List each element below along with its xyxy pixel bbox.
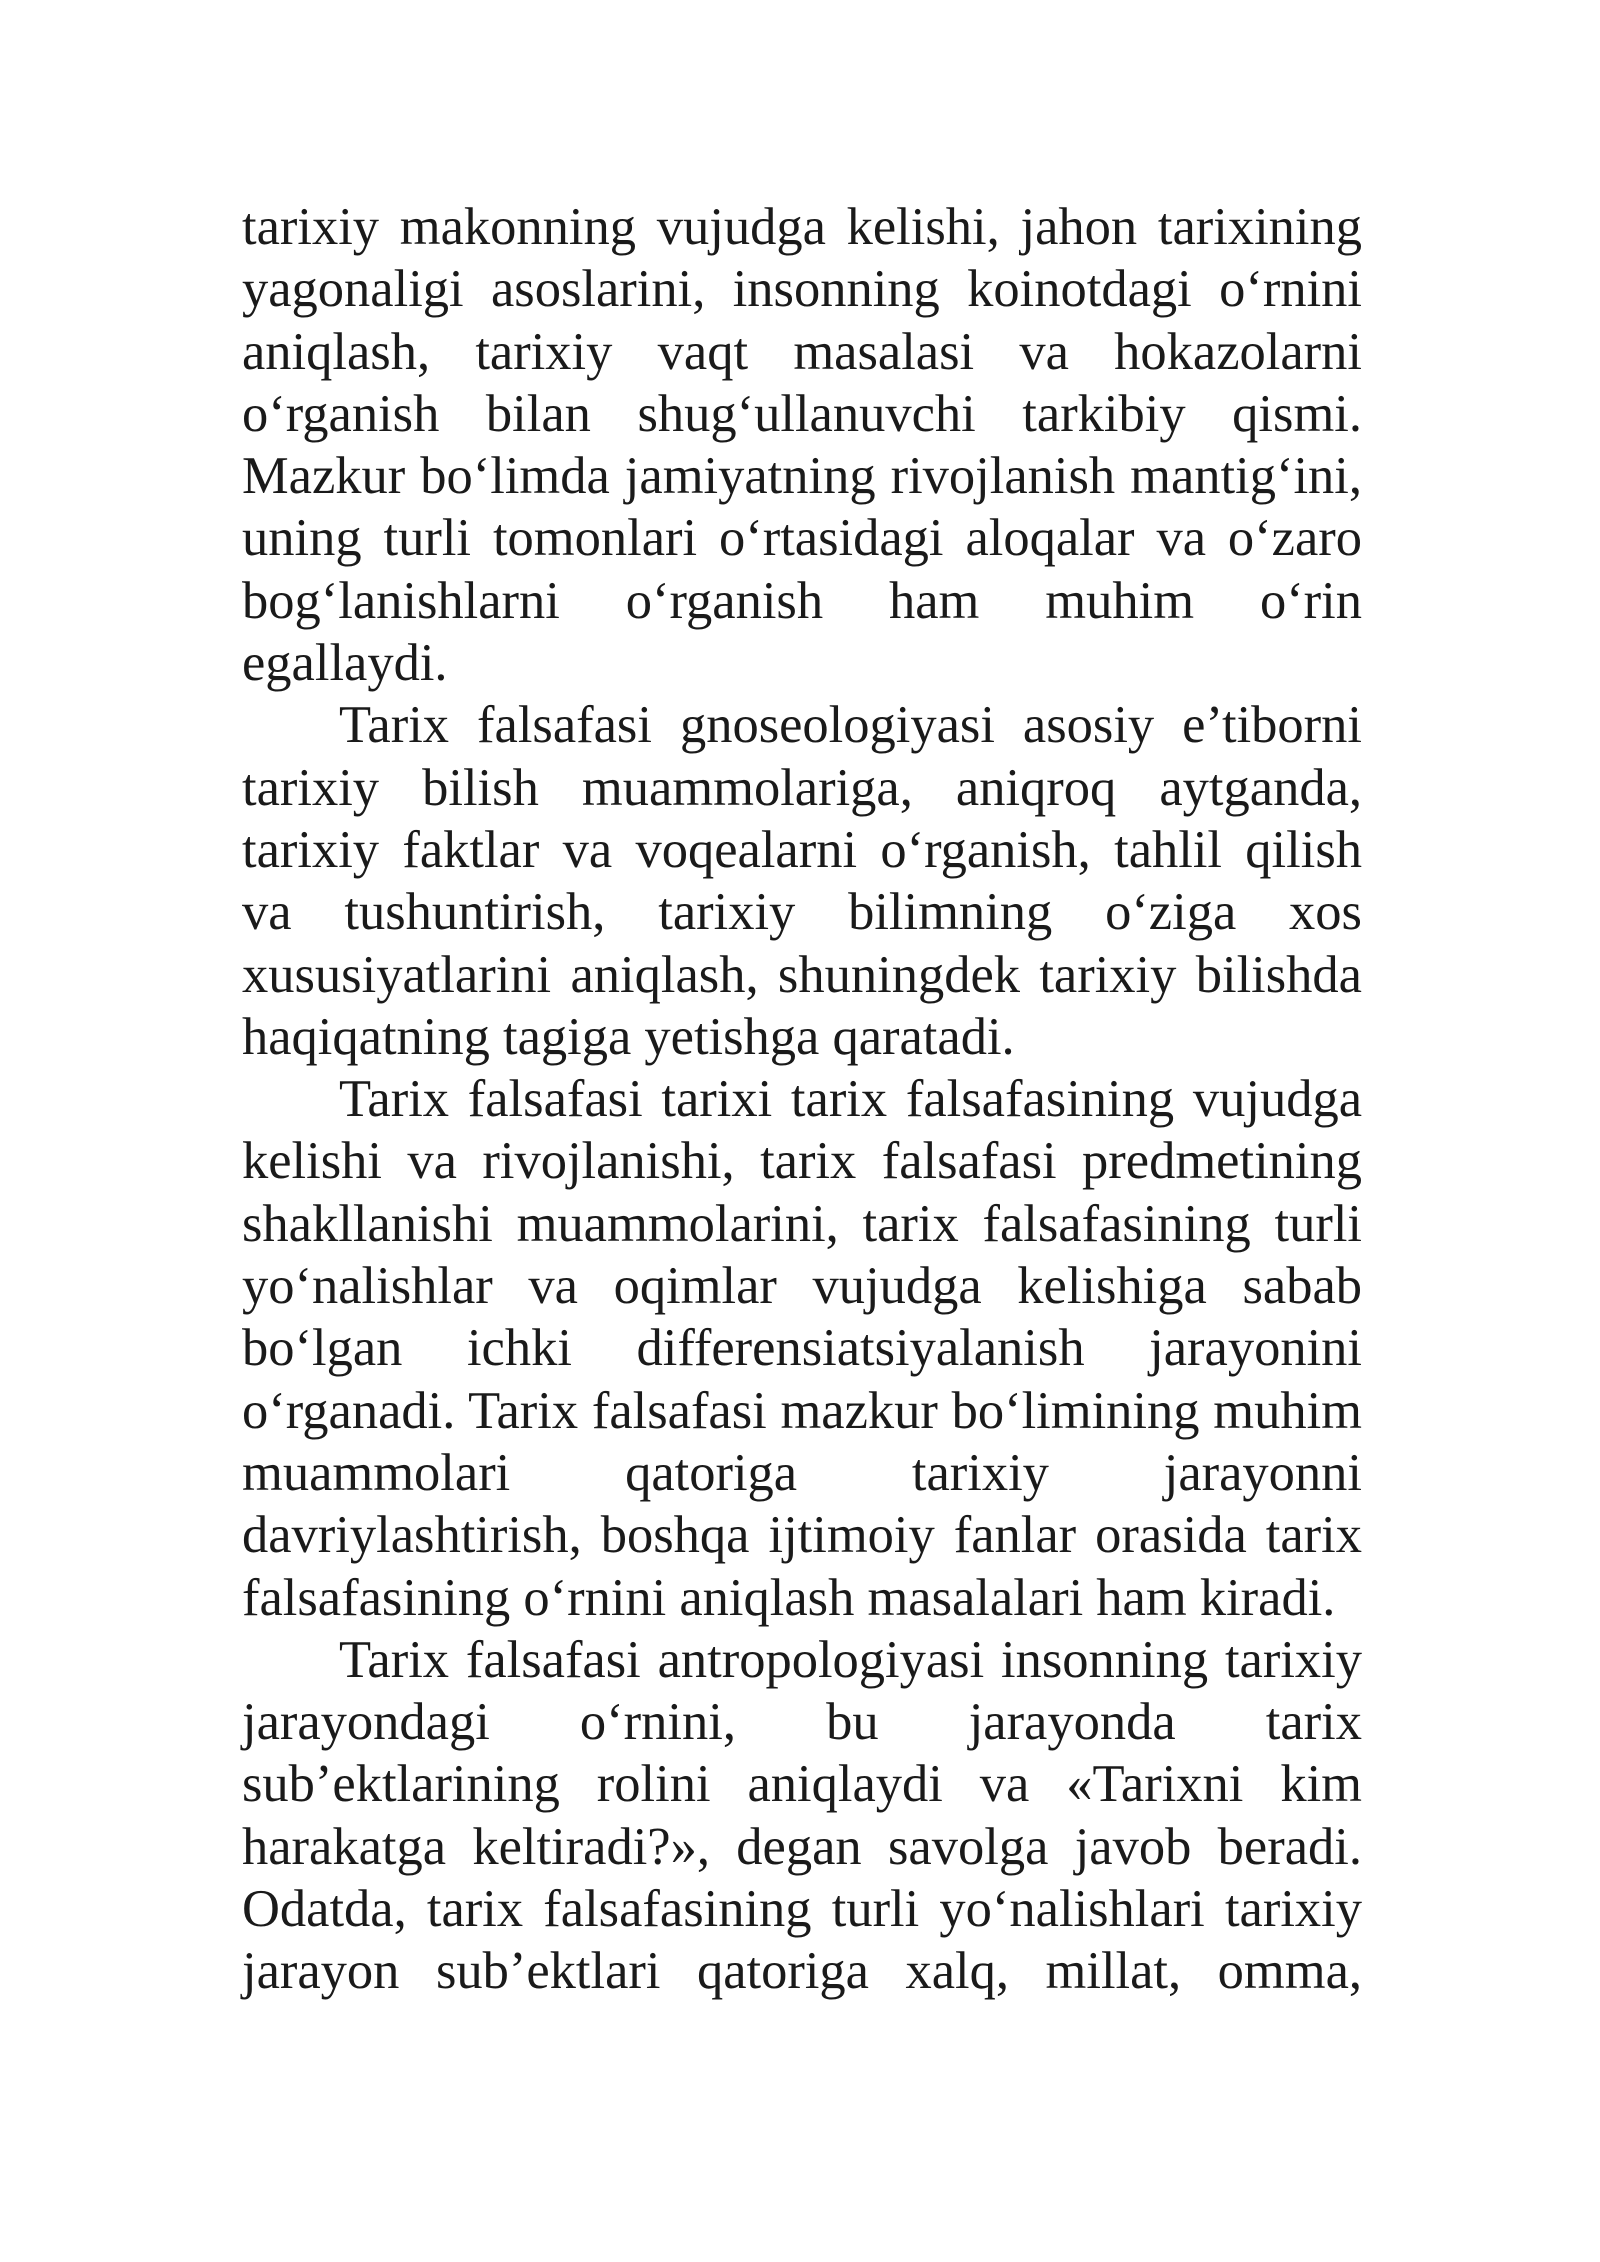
paragraph-4: Tarix falsafasi antropologiyasi insonning tarixiy jarayondagi o‘rnini, bu jarayonda tarix sub’ektlarining rolini aniqlaydi va «Tarixni kim harakatga keltiradi?», degan savolga javob beradi. Odatda, tarix falsafasining turli yo‘nalishlari tarixiy jarayon sub’ektlari qatoriga xalq, millat, omma, [242, 1630, 1362, 2001]
paragraph-3: Tarix falsafasi tarixi tarix falsafasining vujudga kelishi va rivojlanishi, tarix falsafasi predmetining shakllanishi muammolarini, tarix falsafasining turli yo‘nalishlar va oqimlar vujudga kelishiga sabab bo‘lgan ichki differensiatsiyalanish jarayonini o‘rganadi. Tarix falsafasi mazkur bo‘limining muhim muammolari qatoriga tarixiy jarayonni davriylashtirish, boshqa ijtimoiy fanlar orasida tarix falsafasining o‘rnini aniqlash masalalari ham kiradi. [242, 1070, 1362, 1627]
paragraph-1: tarixiy makonning vujudga kelishi, jahon tarixining yagonaligi asoslarini, insonning koinotdagi o‘rnini aniqlash, tarixiy vaqt masalasi va hokazolarni o‘rganish bilan shug‘ullanuvchi tarkibiy qismi. Mazkur bo‘limda jamiyatning rivojlanish mantig‘ini, uning turli tomonlari o‘rtasidagi aloqalar va o‘zaro bog‘lanishlarni o‘rganish ham muhim o‘rin egallaydi. [242, 198, 1362, 693]
paragraph-2: Tarix falsafasi gnoseologiyasi asosiy e’tiborni tarixiy bilish muammolariga, aniqroq aytganda, tarixiy faktlar va voqealarni o‘rganish, tahlil qilish va tushuntirish, tarixiy bilimning o‘ziga xos xususiyatlarini aniqlash, shuningdek tarixiy bilishda haqiqatning tagiga yetishga qaratadi. [242, 696, 1362, 1066]
page-body [242, 196, 1362, 2003]
